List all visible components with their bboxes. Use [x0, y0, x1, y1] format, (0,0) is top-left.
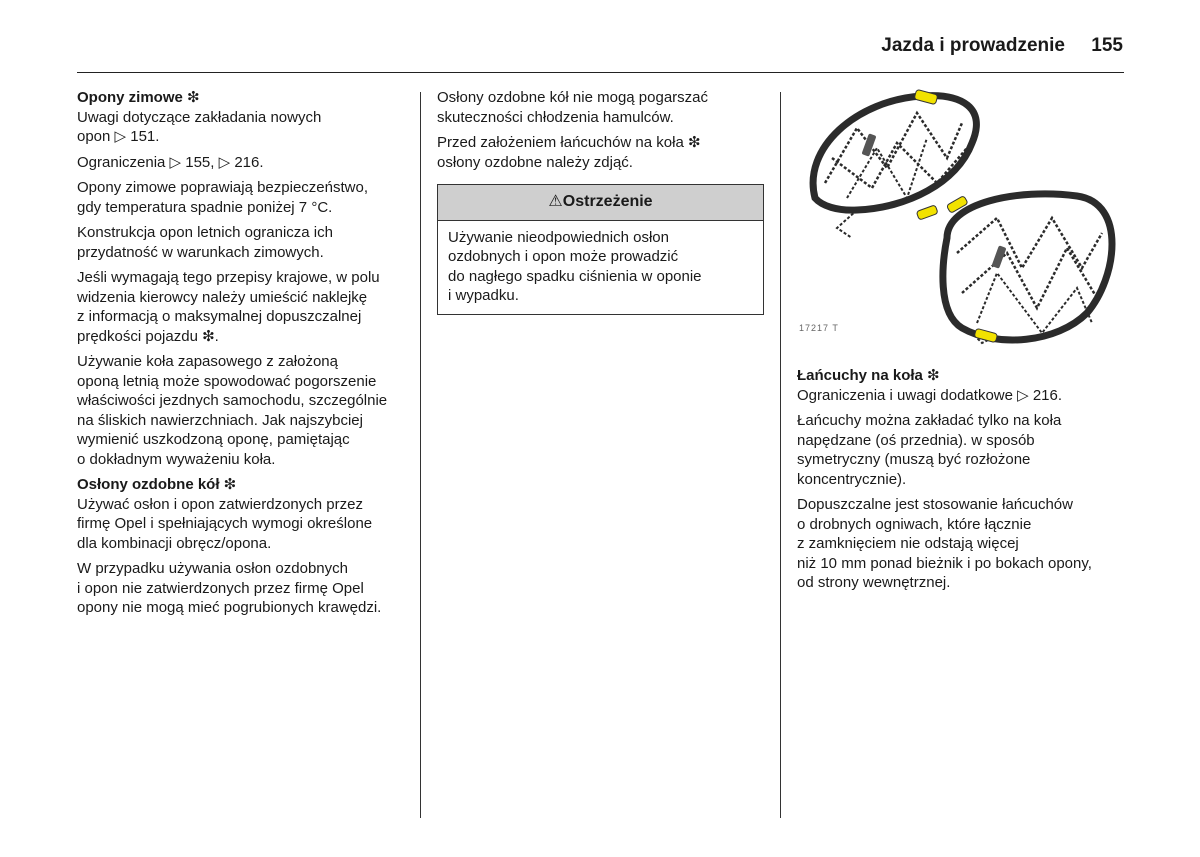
column-divider-1 [420, 92, 421, 818]
paragraph: Przed założeniem łańcuchów na koła ❇ osłony ozdobne należy zdjąć. [437, 134, 701, 171]
paragraph: Używanie koła zapasowego z założoną oponą letnią może spowodować pogorszenie właściwości jezdnych samochodu, szczególnie na śliskich nawierzchniach. Jak najszybciej wymienić uszkodzoną oponę, pamiętając o dokładnym wyważeniu koła. [77, 353, 388, 468]
header-divider [77, 72, 1124, 73]
figure-code: 17217 T [799, 322, 839, 333]
page-number: 155 [1091, 35, 1123, 56]
paragraph: Osłony ozdobne kół nie mogą pogarszać skuteczności chłodzenia hamulców. [437, 89, 708, 126]
paragraph: Uwagi dotyczące zakładania nowych opon ▷ 151. [77, 108, 322, 145]
paragraph: W przypadku używania osłon ozdobnych i opon nie zatwierdzonych przez firmę Opel opony nie mogą mieć pogrubionych krawędzi. [77, 560, 382, 616]
wheel-covers-section [77, 475, 407, 618]
wheel-covers-heading: Osłony ozdobne kół ❇ [77, 476, 237, 493]
snow-chains-image [797, 88, 1127, 346]
column-2 [437, 88, 767, 315]
paragraph: Ograniczenia ▷ 155, ▷ 216. [77, 153, 264, 171]
page-header [77, 32, 1123, 72]
column-divider-2 [780, 92, 781, 818]
warning-title: ⚠Ostrzeżenie [438, 185, 763, 221]
paragraph: Opony zimowe poprawiają bezpieczeństwo, gdy temperatura spadnie poniżej 7 °C. [77, 179, 368, 216]
paragraph: Łańcuchy można zakładać tylko na koła napędzane (oś przednia). w sposób symetryczny (muszą być rozłożone koncentrycznie). [797, 412, 1062, 488]
winter-tyres-heading: Opony zimowe ❇ [77, 89, 200, 106]
paragraph: Ograniczenia i uwagi dodatkowe ▷ 216. [797, 386, 1063, 404]
snow-chains-heading: Łańcuchy na koła ❇ [797, 367, 940, 384]
paragraph: Dopuszczalne jest stosowanie łańcuchów o drobnych ogniwach, które łącznie z zamknięciem nie odstają więcej niż 10 mm ponad bieżnik i po bokach opony, od strony wewnętrznej. [797, 496, 1092, 591]
column-3 [797, 88, 1127, 599]
snow-chains-section [797, 366, 1127, 593]
winter-tyres-section [77, 88, 407, 469]
snow-chains-illustration [797, 88, 1127, 346]
warning-text: Używanie nieodpowiednich osłon ozdobnych i opon może prowadzić do nagłego spadku ciśnienia w oponie i wypadku. [448, 228, 702, 304]
paragraph: Używać osłon i opon zatwierdzonych przez firmę Opel i spełniających wymogi określone dla kombinacji obręcz/opona. [77, 495, 373, 552]
paragraph: Jeśli wymagają tego przepisy krajowe, w polu widzenia kierowcy należy umieścić naklejkę z informacją o maksymalnej dopuszczalnej prędkości pojazdu ❇. [77, 269, 380, 345]
column-1 [77, 88, 407, 624]
paragraph: Konstrukcja opon letnich ogranicza ich przydatność w warunkach zimowych. [77, 224, 333, 261]
section-title: Jazda i prowadzenie [881, 35, 1065, 56]
warning-box [437, 184, 764, 315]
